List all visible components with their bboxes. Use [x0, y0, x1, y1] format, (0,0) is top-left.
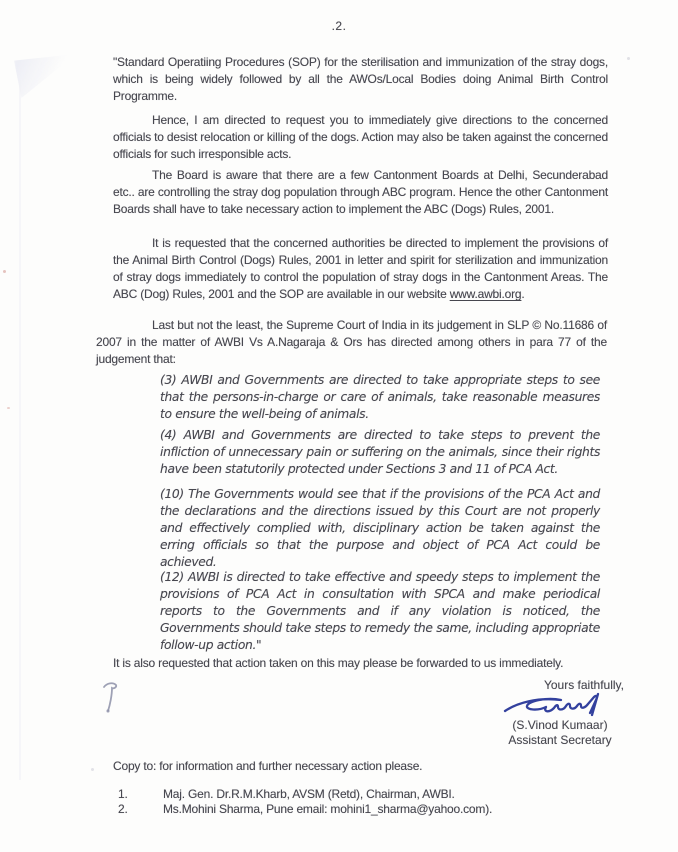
body-paragraph-supreme-court: Last but not the least, the Supreme Court of India in its judgement in SLP © No.11686 of 2007 in the matter of AWBI Vs A.Nagaraja & Ors has directed among others in para 77 of the judgement that: — [96, 318, 607, 366]
judgement-quote-12: (12) AWBI is directed to take effective and speedy steps to implement the provisions of PCA Act in consultation with SPCA and make periodical reports to the Governments and if any violation is noticed, the Governments should take steps to remedy the same, including appropriate follow-up action." — [160, 570, 600, 652]
scan-edge-line-artifact — [19, 80, 21, 780]
signature-ink-scribble — [501, 692, 619, 720]
judgement-quote-3: (3) AWBI and Governments are directed to take appropriate steps to see that the persons-in-charge or care of animals, take reasonable measures to ensure the well-being of animals. — [160, 373, 600, 421]
judgement-quote-4: (4) AWBI and Governments are directed to take steps to prevent the infliction of unnecessary pain or suffering on the animals, since their rights have been statutorily protected under Sections 3 and 11 of PCA Act. — [160, 428, 600, 476]
signature-block — [490, 678, 630, 748]
body-paragraph-sop: "Standard Operatiing Procedures (SOP) for the sterilisation and immunization of the stray dogs, which is being widely followed by all the AWOs/Local Bodies doing Animal Birth Control Programme. — [113, 55, 608, 103]
body-paragraph-cantonment-boards: The Board is aware that there are a few Cantonment Boards at Delhi, Secunderabad etc.. are controlling the stray dog population through ABC program. Hence the other Cantonment Boards shall have to take necessary action to implement the ABC (Dogs) Rules, 2001. — [113, 168, 608, 216]
valediction: Yours faithfully, — [543, 678, 624, 692]
copy-to-item-number: 2. — [118, 802, 128, 816]
signatory-title: Assistant Secretary — [508, 733, 612, 747]
paragraph-text-after-link: . — [521, 287, 525, 301]
awbi-website-link: www.awbi.org — [449, 287, 522, 301]
judgement-quote-10: (10) The Governments would see that if the provisions of the PCA Act and the declarations and the directions issued by this Court are not properly and effectively complied with, disciplinary action be taken against the erring officials so that the purpose and object of PCA Act could be achieved. — [160, 487, 600, 569]
pen-mark-artifact — [100, 680, 122, 716]
paragraph-text-before-link: It is requested that the concerned authorities be directed to implement the provisions of the Animal Birth Control (Dogs) Rules, 2001 in letter and spirit for sterilization and immunization of stray dogs immediately to control the population of stray dogs in the Cantonment Areas. The ABC (Dog) Rules, 2001 and the SOP are available in our website — [113, 236, 608, 301]
copy-to-item-number: 1. — [118, 787, 128, 801]
copy-to-item-text: Maj. Gen. Dr.R.M.Kharb, AVSM (Retd), Chairman, AWBI. — [163, 787, 455, 801]
signatory-name: (S.Vinod Kumaar) — [512, 718, 608, 732]
scan-speck-artifact — [3, 270, 6, 273]
body-paragraph-abc-rules — [113, 235, 608, 303]
closing-request-paragraph: It is also requested that action taken on this may please be forwarded to us immediately. — [113, 656, 564, 670]
body-paragraph-directions: Hence, I am directed to request you to immediately give directions to the concerned officials to desist relocation or killing of the dogs. Action may also be taken against the concerned officials for such irresponsible acts. — [113, 113, 608, 161]
scan-speck-artifact — [7, 407, 10, 409]
copy-to-heading: Copy to: for information and further necessary action please. — [113, 759, 423, 773]
copy-to-item-text: Ms.Mohini Sharma, Pune email: mohini1_sharma@yahoo.com). — [163, 802, 493, 816]
page-number: .2. — [331, 19, 347, 33]
scan-speck-artifact — [91, 768, 94, 771]
scan-speck-artifact — [627, 57, 630, 60]
scan-corner-shadow-artifact — [14, 54, 76, 98]
